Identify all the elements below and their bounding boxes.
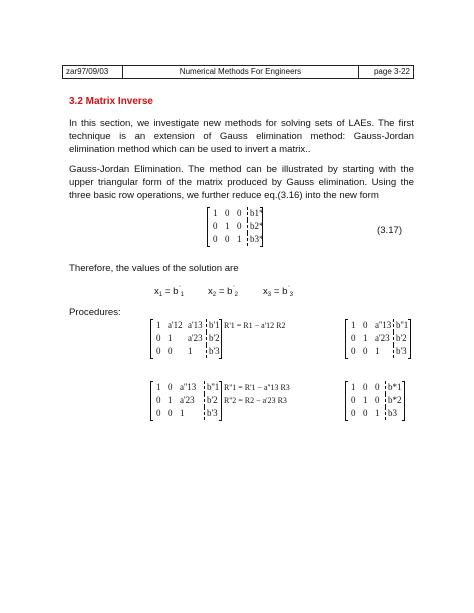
matrix-cell: b'1: [206, 319, 222, 332]
matrix-cell: 0: [363, 382, 368, 392]
matrix-cell: 0: [351, 408, 356, 418]
equation-number: (3.17): [377, 225, 403, 236]
matrix-cell: 0: [351, 333, 356, 343]
matrix-eq-3-17: [207, 207, 263, 247]
matrix-cell: b*2: [385, 394, 403, 407]
matrix-row: [351, 394, 403, 407]
matrix-cell: b'3: [206, 345, 222, 358]
matrix-cell: 1: [363, 395, 368, 405]
matrix-row: [351, 345, 411, 358]
section-title: 3.2 Matrix Inverse: [69, 96, 153, 107]
matrix-cell: b'3: [204, 407, 222, 420]
intro-paragraph: In this section, we investigate new methods for solving sets of LAEs. The first technique is an extension of Gauss elimination method: Gauss-Jordan elimination method which can be used to invert a matrix..: [69, 118, 414, 155]
matrix-cell: b'2: [206, 332, 222, 345]
header-page-number: page 3-22: [373, 67, 410, 76]
matrix-row: [156, 394, 222, 407]
matrix-row: [156, 332, 222, 345]
row-operation-2-line-1: R''1 = R'1 − a''13 R3: [224, 383, 290, 392]
matrix-procedure-1: [150, 319, 222, 359]
matrix-cell: 1: [363, 333, 368, 343]
header-title: Numerical Methods For Engineers: [123, 66, 359, 78]
matrix-cell: b2*: [247, 220, 265, 233]
matrix-cell: a''13: [375, 320, 392, 330]
matrix-cell: 0: [168, 408, 173, 418]
bracket-left: [207, 207, 210, 247]
matrix-cell: 1: [375, 408, 380, 418]
matrix-row: [351, 332, 411, 345]
matrix-cell: 0: [363, 408, 368, 418]
matrix-cell: 1: [351, 382, 356, 392]
therefore-paragraph: Therefore, the values of the solution are: [69, 263, 239, 274]
matrix-cell: b3*: [247, 233, 265, 246]
matrix-cell: 0: [168, 346, 173, 356]
row-operation-1-text: R'1 = R1 − a'12 R2: [224, 321, 286, 330]
matrix-cell: 0: [225, 234, 230, 244]
matrix-cell: 0: [156, 395, 161, 405]
matrix-cell: 0: [363, 346, 368, 356]
matrix-cell: 1: [168, 395, 173, 405]
matrix-cell: 1: [213, 208, 218, 218]
matrix-cell: 0: [351, 346, 356, 356]
matrix-cell: b3: [385, 407, 403, 420]
matrix-cell: 1: [351, 320, 356, 330]
matrix-cell: 0: [237, 221, 242, 231]
matrix-cell: 0: [156, 346, 161, 356]
matrix-cell: b'2: [204, 394, 222, 407]
matrix-cell: 0: [351, 395, 356, 405]
row-operation-2-line-2: R''2 = R2 − a'23 R3: [224, 396, 287, 405]
matrix-cell: a'13: [188, 320, 203, 330]
matrix-cell: 1: [156, 382, 161, 392]
matrix-cell: b''1: [393, 319, 411, 332]
matrix-cell: 0: [213, 221, 218, 231]
matrix-cell: b'2: [393, 332, 411, 345]
matrix-row: [213, 233, 265, 246]
matrix-cell: 0: [168, 382, 173, 392]
matrix-row: [351, 381, 403, 394]
solution-x1: $x_1 = b'_1$: [154, 286, 184, 298]
matrix-cell: 0: [213, 234, 218, 244]
matrix-cell: b*1: [385, 381, 403, 394]
matrix-row: [213, 207, 265, 220]
matrix-row: [213, 220, 265, 233]
header-date: zar97/09/03: [63, 66, 123, 78]
matrix-procedure-3: [150, 381, 222, 421]
matrix-row: [156, 319, 222, 332]
matrix-row: [156, 407, 222, 420]
matrix-row: [156, 345, 222, 358]
gauss-jordan-paragraph: Gauss-Jordan Elimination. The method can be illustrated by starting with the upper triangular form of the matrix produced by Gauss elimination. Using the three basic row operations, we further reduce eq.(3.16) into the new form: [69, 164, 414, 201]
bracket-left: [345, 381, 348, 421]
matrix-cell: 1: [180, 408, 185, 418]
matrix-cell: a'23: [180, 395, 195, 405]
matrix-cell: 0: [363, 320, 368, 330]
solution-x2: $x_2 = b'_2$: [208, 286, 238, 298]
matrix-cell: b''1: [204, 381, 222, 394]
matrix-cell: 0: [156, 408, 161, 418]
matrix-cell: 0: [156, 333, 161, 343]
matrix-cell: 0: [237, 208, 242, 218]
solution-x3: $x_3 = b'_3$: [263, 286, 293, 298]
matrix-cell: a''13: [180, 382, 197, 392]
matrix-cell: b'3: [393, 345, 411, 358]
matrix-row: [156, 381, 222, 394]
bracket-left: [345, 319, 348, 359]
matrix-cell: 1: [225, 221, 230, 231]
matrix-row: [351, 407, 403, 420]
matrix-cell: b1*: [247, 207, 265, 220]
bracket-left: [150, 381, 153, 421]
matrix-cell: 1: [188, 346, 193, 356]
matrix-cell: 0: [375, 395, 380, 405]
procedures-label: Procedures:: [69, 307, 121, 318]
matrix-row: [351, 319, 411, 332]
matrix-cell: 0: [225, 208, 230, 218]
matrix-cell: a'12: [168, 320, 183, 330]
matrix-cell: a'23: [375, 333, 390, 343]
matrix-procedure-4: [345, 381, 405, 421]
matrix-cell: 0: [375, 382, 380, 392]
bracket-left: [150, 319, 153, 359]
matrix-cell: 1: [375, 346, 380, 356]
matrix-procedure-2: [345, 319, 411, 359]
matrix-cell: 1: [156, 320, 161, 330]
matrix-cell: a'23: [188, 333, 203, 343]
matrix-cell: 1: [168, 333, 173, 343]
page-header: [62, 65, 414, 79]
matrix-cell: 1: [237, 234, 242, 244]
